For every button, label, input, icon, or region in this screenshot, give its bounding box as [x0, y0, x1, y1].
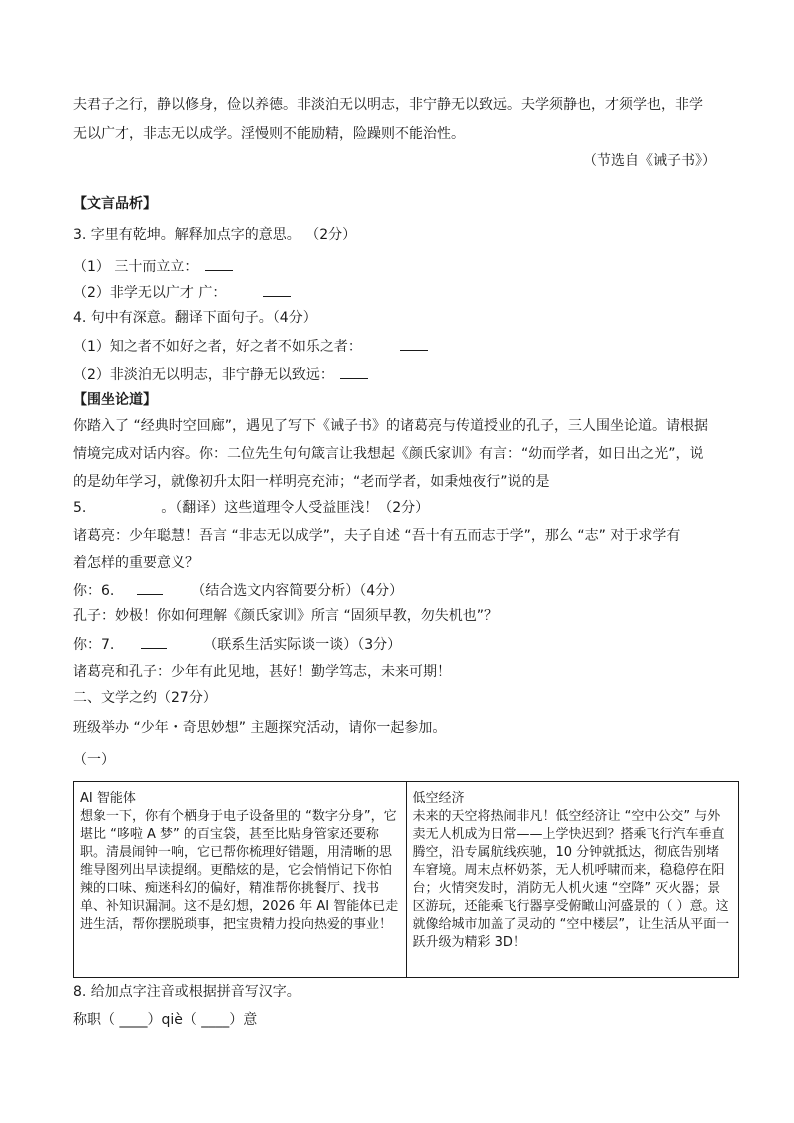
answer-blank-4-2[interactable] [340, 364, 368, 379]
section-heading-discussion: 【围坐论道】 [73, 392, 157, 408]
discussion-intro-1: 你踏入了 “经典时空回廊”，遇见了写下《诫子书》的诸葛亮与传道授业的孔子，三人围坐论道。请根据 [73, 418, 708, 434]
zhugeliang-line-1: 诸葛亮：少年聪慧！吾言 “非志无以成学”，夫子自述 “吾十有五而志于学”，那么 “志” 对于求学有 [73, 528, 681, 544]
question-5 [73, 498, 429, 518]
question-4: 4. 句中有深意。翻译下面句子。（4分） [73, 310, 317, 326]
question-3-2 [73, 282, 293, 303]
discussion-intro-2: 情境完成对话内容。你：二位先生句句箴言让我想起《颜氏家训》有言：“幼而学者，如日出之光”，说 [73, 446, 704, 462]
passage-line-1: 夫君子之行，静以修身，俭以养德。非淡泊无以明志，非宁静无以致远。夫学须静也，才须学也，非学 [73, 97, 703, 113]
passage-source: （节选自《诫子书》） [583, 153, 716, 169]
question-6-prefix: 你：6. [73, 583, 115, 599]
question-3-1-text: （1） 三十而立立： [73, 259, 199, 275]
question-7 [73, 634, 401, 655]
question-5-number: 5. [73, 500, 87, 516]
card-low-altitude-body: 未来的天空将热闹非凡！低空经济让 “空中公交” 与外卖无人机成为日常——上学快迟到？搭乘飞行汽车垂直腾空，沿专属航线疾驰，10 分钟就抵达，彻底告别堵车窘境。周末点杯奶茶，无人机呼啸而来，稳稳停在阳台；火情突发时，消防无人机火速 “空降” 灭火器；景区游玩，还能乘飞行器享受俯瞰山河盛景的（ ）意。这就像给城市加盖了灵动的 “空中楼层”，让生活从平面一跃升级为精彩 3D！ [412, 809, 730, 950]
discussion-end: 诸葛亮和孔子：少年有此见地，甚好！勤学笃志，未来可期！ [73, 664, 451, 680]
discussion-intro-3: 的是幼年学习，就像初升太阳一样明亮充沛；“老而学者，如秉烛夜行”说的是 [73, 474, 550, 490]
question-4-1-text: （1）知之者不如好之者，好之者不如乐之者： [73, 339, 362, 355]
zhugeliang-line-2: 着怎样的重要意义？ [73, 555, 199, 571]
question-7-text: （联系生活实际谈一谈）（3分） [203, 637, 402, 653]
question-7-prefix: 你：7. [73, 637, 115, 653]
part-2-intro: 班级举办 “少年・奇思妙想” 主题探究活动，请你一起参加。 [73, 720, 447, 736]
question-8-items: 称职（ ____）qiè（ ____）意 [73, 1012, 258, 1028]
card-low-altitude-economy [406, 782, 739, 978]
answer-blank-4-1[interactable] [400, 336, 428, 351]
question-8: 8. 给加点字注音或根据拼音写汉字。 [73, 984, 301, 1000]
question-4-2-text: （2）非淡泊无以明志，非宁静无以致远： [73, 367, 334, 383]
question-3: 3. 字里有乾坤。解释加点字的意思。 （2分） [73, 227, 357, 243]
card-ai-agent [74, 782, 407, 978]
passage-line-2: 无以广才，非志无以成学。淫慢则不能励精，险躁则不能治性。 [73, 126, 465, 142]
answer-blank-6[interactable] [137, 580, 163, 595]
answer-blank-7[interactable] [141, 634, 167, 649]
confucius-line: 孔子：妙极！你如何理解《颜氏家训》所言 “固须早教，勿失机也”？ [73, 608, 498, 624]
question-4-1 [73, 336, 430, 357]
answer-blank-3-2[interactable] [263, 282, 291, 297]
section-heading-analysis: 【文言品析】 [73, 196, 157, 212]
answer-blank-3-1[interactable] [205, 256, 233, 271]
question-4-2 [73, 364, 370, 385]
question-3-1 [73, 256, 235, 277]
question-5-text: 。（翻译）这些道理令人受益匪浅！（2分） [161, 500, 430, 516]
part-2-subheading: （一） [73, 752, 115, 768]
question-6-text: （结合选文内容简要分析）（4分） [191, 583, 404, 599]
card-low-altitude-title: 低空经济 [412, 791, 465, 806]
question-6 [73, 580, 403, 601]
reading-material-table [73, 781, 739, 978]
part-2-heading: 二、文学之约（27分） [73, 690, 217, 706]
card-ai-agent-title: AI 智能体 [80, 791, 136, 806]
question-3-2-text: （2）非学无以广才 广： [73, 285, 227, 301]
card-ai-agent-body: 想象一下，你有个栖身于电子设备里的 “数字分身”，它堪比 “哆啦 A 梦” 的百宝袋，甚至比贴身管家还要称职。清晨闹钟一响，它已帮你梳理好错题，用清晰的思维导图列出早读提纲。更酷炫的是，它会悄悄记下你怕辣的口味、痴迷科幻的偏好，精准帮你挑餐厅、找书单、补知识漏洞。这不是幻想，2026 年 AI 智能体已走进生活，帮你摆脱琐事，把宝贵精力投向热爱的事业！ [80, 809, 399, 932]
